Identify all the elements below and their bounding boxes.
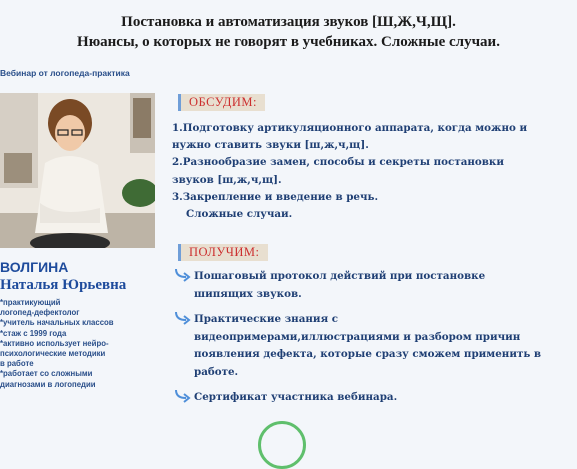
discuss-line: 1.Подготовку артикуляционного аппарата, когда можно и (172, 122, 528, 134)
speaker-fact: логопед-дефектолог (0, 308, 80, 318)
speaker-last-name: ВОЛГИНА (0, 259, 69, 275)
discuss-line: Сложные случаи. (186, 208, 293, 221)
get-item-line: Практические знания с (194, 313, 339, 325)
discuss-line: нужно ставить звуки [ш,ж,ч,щ]. (172, 139, 369, 152)
webinar-tagline: Вебинар от логопеда-практика (0, 68, 130, 78)
page-title (0, 12, 577, 52)
discuss-list (172, 120, 567, 223)
speaker-photo (0, 93, 155, 248)
title-line-2: Нюансы, о которых не говорят в учебниках. Сложные случаи. (77, 34, 500, 50)
discuss-line: 2.Разнообразие замен, способы и секреты постановки (172, 156, 504, 169)
discuss-heading: ОБСУДИМ: (178, 94, 265, 111)
get-item-line: видеопримерами,иллюстрациями и разбором причин (194, 330, 521, 343)
get-heading: ПОЛУЧИМ: (178, 244, 268, 261)
speaker-fact: в работе (0, 359, 34, 369)
speaker-name (0, 258, 126, 294)
get-item-line: шипящих звуков. (194, 287, 302, 300)
decorative-circle (258, 421, 306, 469)
speaker-fact: *стаж с 1999 года (0, 328, 67, 338)
speaker-fact: *работает со сложными (0, 369, 93, 379)
speaker-fact: *учитель начальных классов (0, 318, 114, 328)
get-item-line: Сертификат участника вебинара. (194, 391, 398, 403)
curved-arrow-icon (174, 311, 192, 325)
speaker-fact: психологические методики (0, 349, 106, 359)
speaker-facts (0, 298, 160, 390)
speaker-fact: диагнозами в логопедии (0, 379, 96, 389)
get-list (172, 268, 572, 415)
speaker-fact: *практикующий (0, 298, 61, 307)
get-item-line: Пошаговый протокол действий при постановке (194, 270, 486, 282)
speaker-fact: *активно использует нейро- (0, 338, 109, 348)
discuss-line: звуков [ш,ж,ч,щ]. (172, 173, 282, 186)
get-item (172, 389, 572, 407)
get-item-line: работе. (194, 365, 239, 378)
get-item-line: появления дефекта, которые сразу сможем применить в (194, 348, 542, 360)
discuss-line: 3.Закрепление и введение в речь. (172, 190, 379, 203)
get-item (172, 268, 572, 303)
get-item (172, 311, 572, 381)
curved-arrow-icon (174, 389, 192, 403)
speaker-first-name: Наталья Юрьевна (0, 277, 127, 293)
title-line-1: Постановка и автоматизация звуков [Ш,Ж,Ч,Щ]. (121, 14, 456, 30)
curved-arrow-icon (174, 268, 192, 282)
